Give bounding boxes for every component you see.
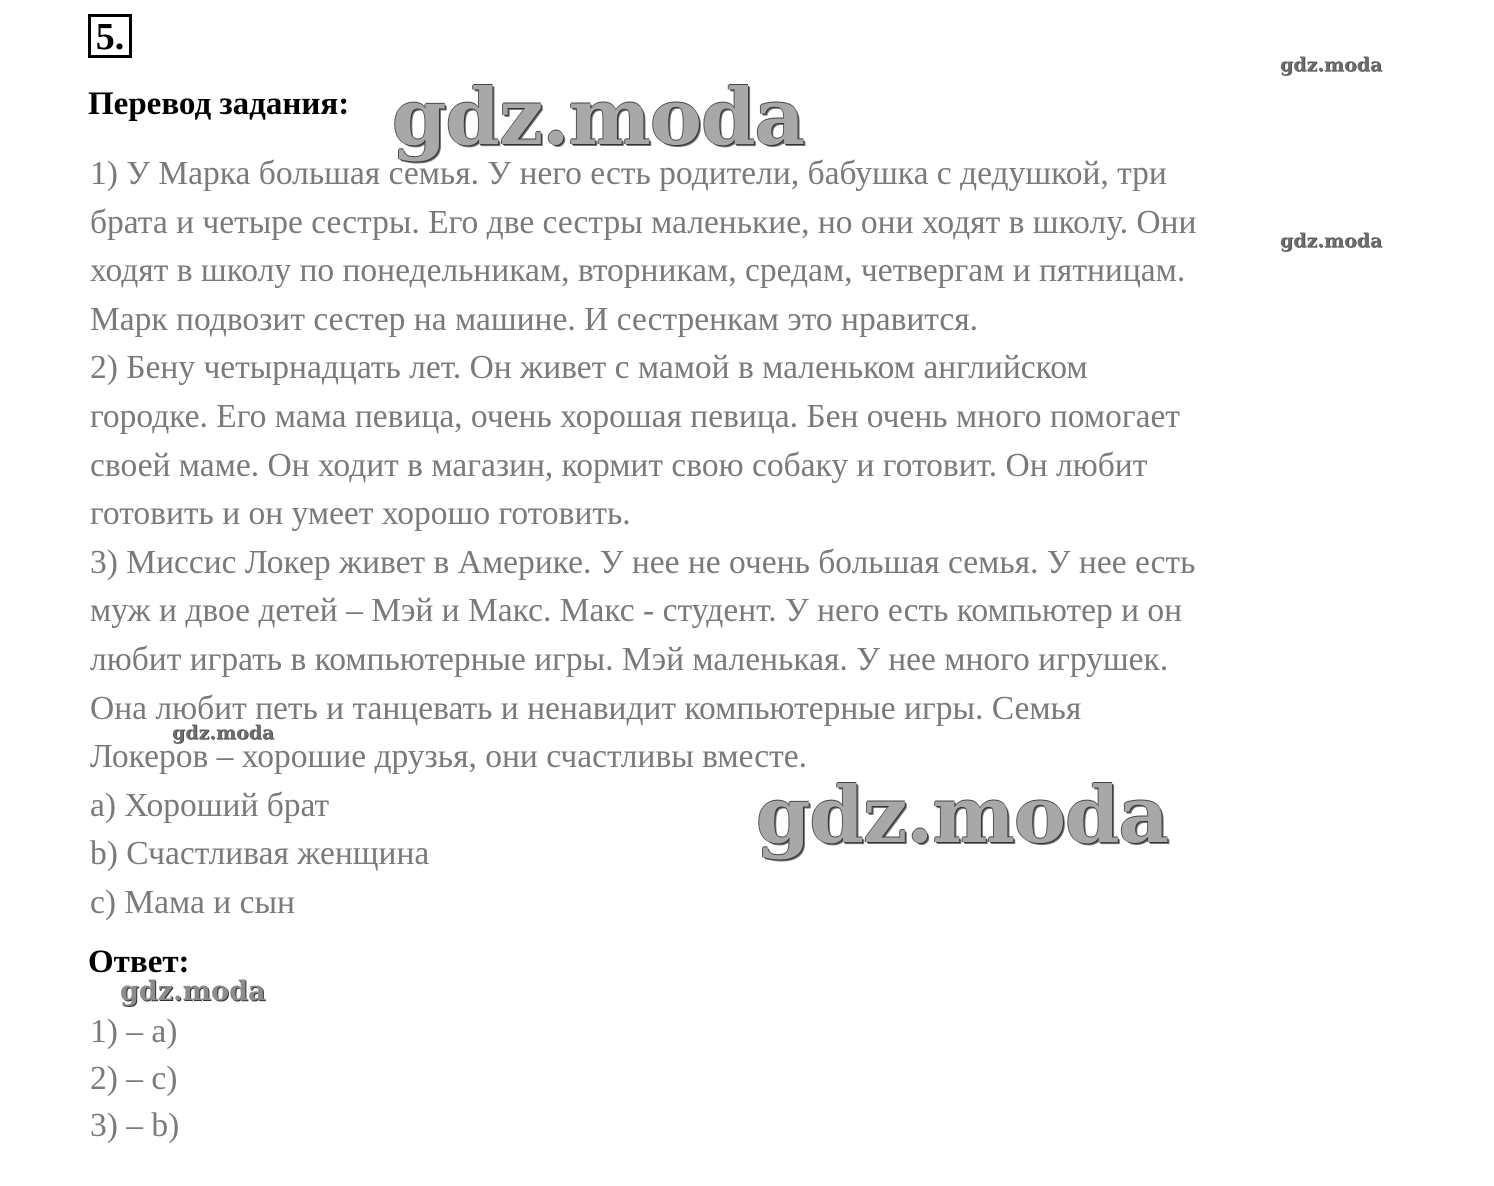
watermark: gdz.moda: [172, 722, 275, 744]
text-line: Марк подвозит сестер на машине. И сестренкам это нравится.: [90, 300, 979, 338]
option-line: b) Счастливая женщина: [90, 835, 430, 873]
text-line: Она любит петь и танцевать и ненавидит компьютерные игры. Семья: [90, 689, 1082, 727]
text-line: Локеров – хорошие друзья, они счастливы вместе.: [90, 738, 808, 776]
option-line: c) Мама и сын: [90, 883, 295, 921]
watermark: gdz.moda: [120, 976, 266, 1007]
text-line: готовить и он умеет хорошо готовить.: [90, 495, 631, 533]
answer-list: [90, 1008, 179, 1149]
answer-item: 3) – b): [90, 1107, 180, 1144]
watermark: gdz.moda: [392, 72, 805, 163]
text-line: городке. Его мама певица, очень хорошая певица. Бен очень много помогает: [90, 397, 1180, 435]
text-line: муж и двое детей – Мэй и Макс. Макс - студент. У него есть компьютер и он: [90, 592, 1183, 630]
answer-heading: Ответ:: [88, 944, 190, 980]
option-line: a) Хороший брат: [90, 786, 330, 824]
text-line: 1) У Марка большая семья. У него есть родители, бабушка с дедушкой, три: [90, 155, 1167, 192]
task-number: 5.: [88, 14, 132, 58]
watermark: gdz.moda: [756, 770, 1169, 861]
text-line: любит играть в компьютерные игры. Мэй маленькая. У нее много игрушек.: [90, 640, 1169, 678]
answer-item: 2) – c): [90, 1060, 178, 1097]
answer-item: 1) – a): [90, 1013, 178, 1050]
text-line: брата и четыре сестры. Его две сестры маленькие, но они ходят в школу. Они: [90, 203, 1197, 241]
translation-text: [90, 150, 1400, 928]
watermark: gdz.moda: [1280, 230, 1383, 252]
text-line: ходят в школу по понедельникам, вторникам, средам, четвергам и пятницам.: [90, 252, 1186, 290]
translation-heading: Перевод задания:: [88, 86, 350, 122]
watermark: gdz.moda: [1280, 54, 1383, 76]
text-line: своей маме. Он ходит в магазин, кормит свою собаку и готовит. Он любит: [90, 446, 1148, 484]
text-line: 2) Бену четырнадцать лет. Он живет с мамой в маленьком английском: [90, 349, 1088, 387]
text-line: 3) Миссис Локер живет в Америке. У нее не очень большая семья. У нее есть: [90, 543, 1196, 581]
